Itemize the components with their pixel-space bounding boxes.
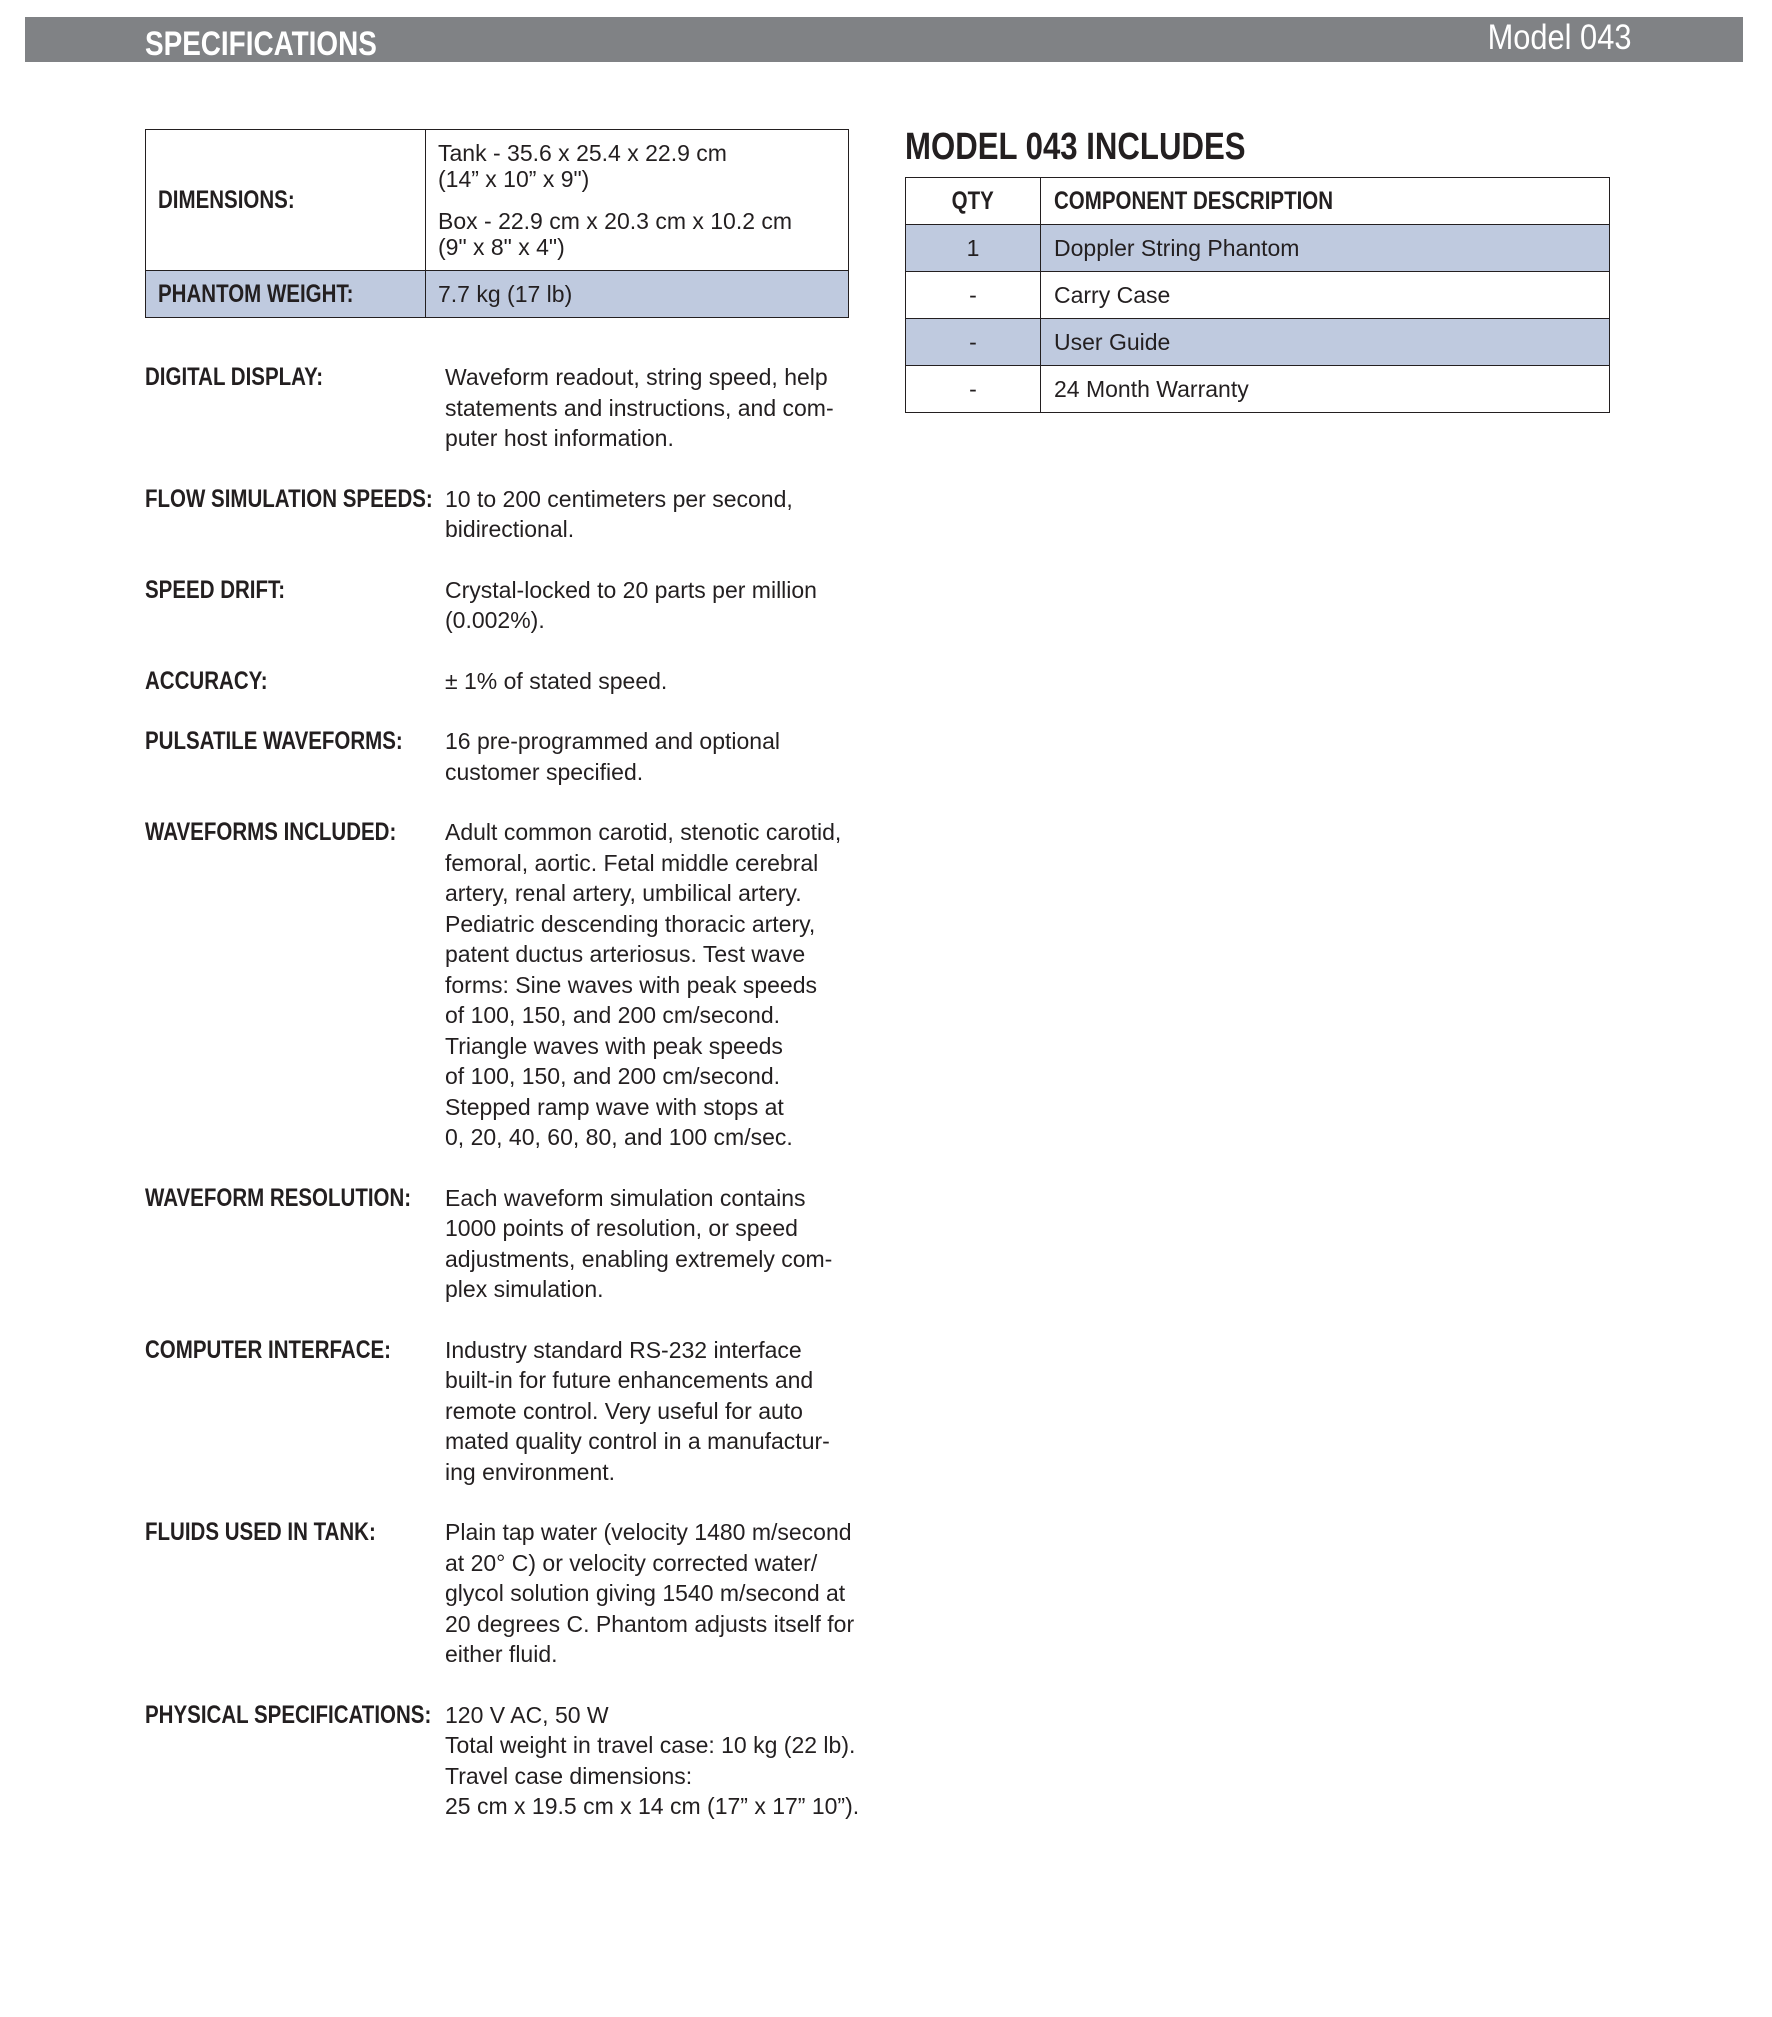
spec-item [145, 362, 905, 454]
spec-value: 120 V AC, 50 W Total weight in travel case: 10 kg (22 lb). Travel case dimensions: 25 cm x 19.5 cm x 14 cm (17” x 17” 10”). [445, 1701, 860, 1819]
includes-row [906, 272, 1610, 319]
spec-label: DIGITAL DISPLAY: [145, 363, 324, 391]
dimensions-label: DIMENSIONS: [146, 130, 426, 271]
spec-label: PHYSICAL SPECIFICATIONS: [145, 1700, 432, 1729]
spec-item [145, 817, 905, 1153]
dimensions-table [145, 129, 849, 318]
spec-item [145, 575, 905, 636]
qty-cell: 1 [906, 225, 1041, 272]
spec-item [145, 1183, 905, 1305]
phantom-weight-row [146, 271, 849, 318]
spec-value: Adult common carotid, stenotic carotid, femoral, aortic. Fetal middle cerebral artery, renal artery, umbilical artery. Pediatric descending thoracic artery, patent ductus arteriosus. Test wave forms: Sine waves with peak speeds of 100, 150, and 200 cm/second. Triangle waves with peak speeds of 100, 150, and 200 cm/second. Stepped ramp wave with stops at 0, 20, 40, 60, 80, and 100 cm/sec. [445, 819, 842, 1150]
description-cell: User Guide [1041, 319, 1610, 366]
spec-item [145, 1517, 905, 1670]
dimensions-row [146, 130, 849, 271]
box-line-1: Box - 22.9 cm x 20.3 cm x 10.2 cm [438, 208, 793, 234]
tank-line-1: Tank - 35.6 x 25.4 x 22.9 cm [438, 140, 727, 166]
spec-value: 16 pre-programmed and optional customer specified. [445, 728, 780, 785]
spec-label: FLUIDS USED IN TANK: [145, 1518, 376, 1546]
spec-label: COMPUTER INTERFACE: [145, 1335, 391, 1364]
spec-label: ACCURACY: [145, 666, 268, 695]
spec-item [145, 484, 905, 545]
spec-label: PULSATILE WAVEFORMS: [145, 727, 403, 755]
spec-label: WAVEFORM RESOLUTION: [145, 1183, 412, 1212]
dimensions-value [426, 130, 849, 271]
qty-cell: - [906, 319, 1041, 366]
box-line-2: (9" x 8" x 4") [438, 234, 565, 260]
includes-title: MODEL 043 INCLUDES [905, 126, 1246, 168]
spec-value: Waveform readout, string speed, help statements and instructions, and com- puter host information. [445, 364, 834, 451]
includes-header-row [906, 178, 1610, 225]
spec-value: Industry standard RS-232 interface built-in for future enhancements and remote control. Very useful for auto mated quality control in a manufactur- ing environment. [445, 1336, 830, 1485]
spec-value: Crystal-locked to 20 parts per million (0.002%). [445, 576, 817, 633]
includes-row [906, 225, 1610, 272]
spec-label: WAVEFORMS INCLUDED: [145, 818, 397, 846]
header-bar [25, 17, 1743, 62]
qty-cell: - [906, 366, 1041, 413]
spec-value: 10 to 200 centimeters per second, bidirectional. [445, 485, 793, 542]
spec-value: ± 1% of stated speed. [445, 667, 668, 694]
spec-item [145, 1335, 905, 1488]
includes-row [906, 366, 1610, 413]
spec-item [145, 726, 905, 787]
spec-label: FLOW SIMULATION SPEEDS: [145, 484, 433, 513]
tank-line-2: (14” x 10” x 9") [438, 166, 590, 192]
phantom-weight-label: PHANTOM WEIGHT: [146, 271, 426, 318]
qty-cell: - [906, 272, 1041, 319]
phantom-weight-value: 7.7 kg (17 lb) [426, 271, 849, 318]
spec-item [145, 666, 905, 697]
model-label: Model 043 [1487, 18, 1631, 57]
specifications-list [145, 362, 905, 1852]
spec-item [145, 1700, 905, 1822]
spec-value: Each waveform simulation contains 1000 points of resolution, or speed adjustments, enabling extremely com- plex simulation. [445, 1184, 833, 1302]
page-title: SPECIFICATIONS [145, 25, 377, 63]
includes-table [905, 177, 1610, 413]
description-cell: Carry Case [1041, 272, 1610, 319]
spec-label: SPEED DRIFT: [145, 575, 286, 604]
description-cell: Doppler String Phantom [1041, 225, 1610, 272]
description-cell: 24 Month Warranty [1041, 366, 1610, 413]
description-header: COMPONENT DESCRIPTION [1041, 178, 1610, 225]
qty-header: QTY [906, 178, 1041, 225]
spec-value: Plain tap water (velocity 1480 m/second at 20° C) or velocity corrected water/ glycol solution giving 1540 m/second at 20 degrees C. Phantom adjusts itself for either fluid. [445, 1519, 855, 1667]
includes-row [906, 319, 1610, 366]
